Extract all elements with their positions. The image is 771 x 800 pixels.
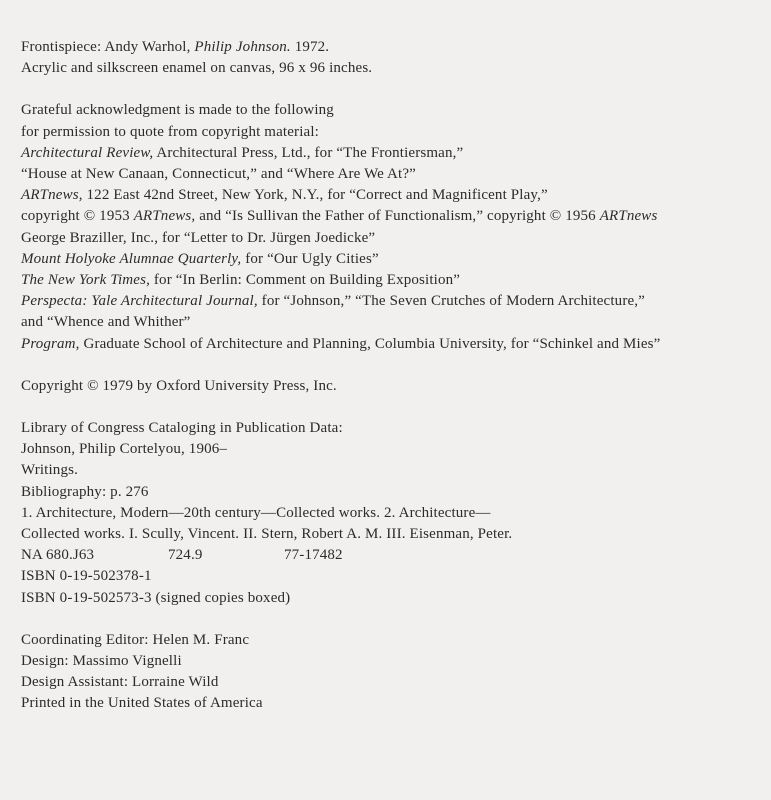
ack-line-5: George Braziller, Inc., for “Letter to Dr. Jürgen Joedicke”: [21, 229, 376, 246]
ack-publication: The New York Times,: [21, 272, 150, 289]
cataloging-numbers: [21, 545, 771, 566]
ack-line-10: Program, Graduate School of Architecture and Planning, Columbia University, for “Schinkel and Mies”: [21, 335, 661, 352]
frontispiece-line-1: [21, 37, 771, 58]
frontispiece-year: 1972.: [290, 39, 330, 55]
ack-intro-1: Grateful acknowledgment is made to the following: [21, 102, 334, 119]
ack-line-8: Perspecta: Yale Architectural Journal, for “Johnson,” “The Seven Crutches of Modern Architecture,”: [21, 293, 645, 310]
call-number: NA 680.J63: [21, 547, 95, 564]
copyright-notice: Copyright © 1979 by Oxford University Press, Inc.: [21, 377, 337, 394]
dewey-number: 724.9: [168, 547, 203, 564]
isbn-1: ISBN 0-19-502378-1: [21, 568, 152, 585]
cataloging-bibliography: Bibliography: p. 276: [21, 483, 149, 500]
cataloging-author: Johnson, Philip Cortelyou, 1906–: [21, 441, 228, 458]
ack-publication: ARTnews,: [21, 187, 83, 204]
cataloging-subjects-2: Collected works. I. Scully, Vincent. II. Stern, Robert A. M. III. Eisenman, Peter.: [21, 526, 513, 543]
ack-publication: ARTnews: [599, 208, 658, 225]
ack-publication: ARTnews,: [133, 208, 196, 225]
frontispiece-block: [21, 37, 771, 79]
credit-editor: Coordinating Editor: Helen M. Franc: [21, 631, 250, 648]
cataloging-heading: Library of Congress Cataloging in Publication Data:: [21, 420, 343, 437]
isbn-2: ISBN 0-19-502573-3 (signed copies boxed): [21, 589, 291, 606]
ack-line-3: ARTnews, 122 East 42nd Street, New York, N.Y., for “Correct and Magnificent Play,”: [21, 187, 548, 204]
ack-line-4: copyright © 1953 ARTnews, and “Is Sullivan the Father of Functionalism,” copyright © 1956 ARTnews: [21, 208, 658, 225]
ack-intro-2: for permission to quote from copyright material:: [21, 123, 319, 140]
ack-line-7: The New York Times, for “In Berlin: Comment on Building Exposition”: [21, 272, 461, 289]
ack-line-2: “House at New Canaan, Connecticut,” and “Where Are We At?”: [21, 166, 416, 183]
credits-block: [21, 630, 771, 715]
ack-publication: Perspecta: Yale Architectural Journal,: [21, 293, 258, 310]
frontispiece-artwork-title: Philip Johnson.: [194, 39, 291, 55]
cataloging-block: [21, 418, 771, 609]
ack-publication: Mount Holyoke Alumnae Quarterly,: [21, 250, 242, 267]
lccn-number: 77-17482: [284, 547, 343, 564]
credit-design: Design: Massimo Vignelli: [21, 653, 182, 670]
ack-line-9: and “Whence and Whither”: [21, 314, 191, 331]
ack-line-1: Architectural Review, Architectural Press, Ltd., for “The Frontiersman,”: [21, 144, 464, 161]
acknowledgment-block: [21, 100, 771, 354]
credit-printed: Printed in the United States of America: [21, 695, 263, 712]
cataloging-title: Writings.: [21, 462, 78, 479]
cataloging-subjects-1: 1. Architecture, Modern—20th century—Collected works. 2. Architecture—: [21, 504, 491, 521]
frontispiece-line-2: Acrylic and silkscreen enamel on canvas, 96 x 96 inches.: [21, 60, 373, 77]
credit-design-assistant: Design Assistant: Lorraine Wild: [21, 674, 219, 691]
ack-publication: Program,: [21, 335, 80, 352]
ack-publication: Architectural Review,: [21, 144, 154, 161]
frontispiece-prefix: Frontispiece: Andy Warhol,: [21, 39, 195, 55]
ack-line-6: Mount Holyoke Alumnae Quarterly, for “Our Ugly Cities”: [21, 250, 379, 267]
